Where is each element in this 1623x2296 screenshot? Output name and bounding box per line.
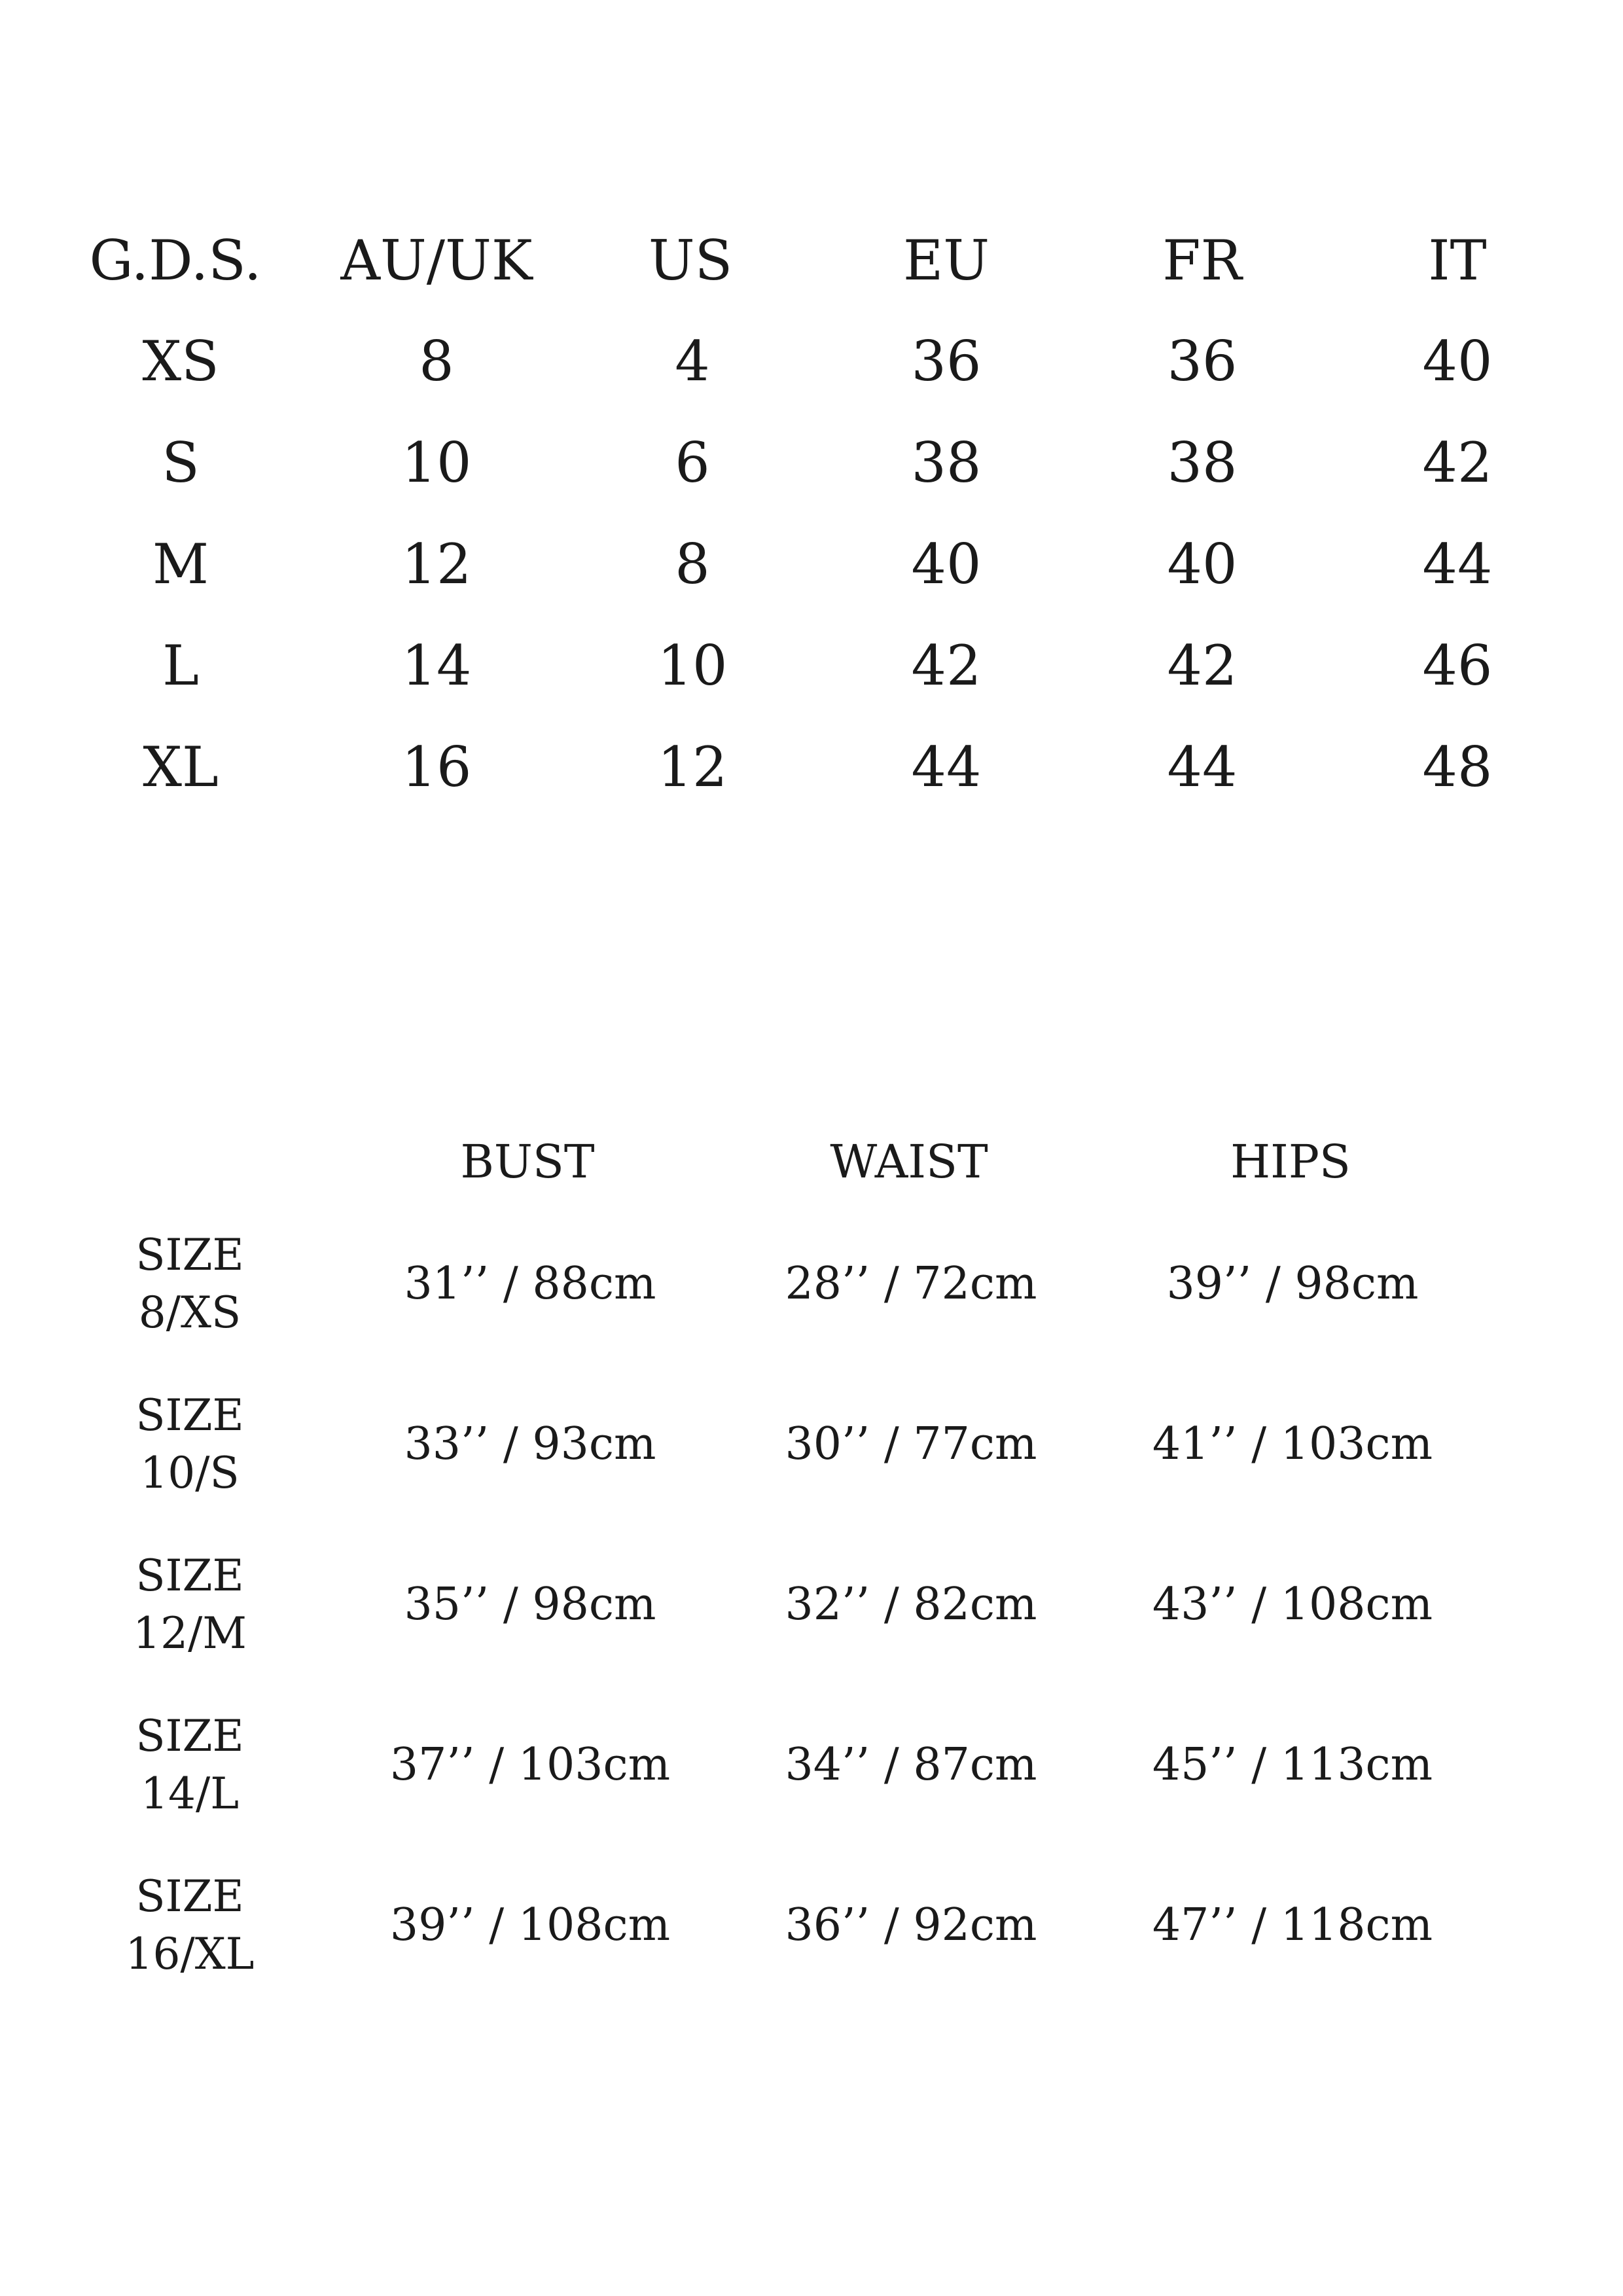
table-cell: 42 bbox=[911, 634, 982, 698]
table-cell: 12 bbox=[401, 532, 472, 596]
table-cell: L bbox=[162, 634, 199, 698]
waist-value: 36’’ / 92cm bbox=[785, 1899, 1037, 1951]
hips-value: 47’’ / 118cm bbox=[1152, 1899, 1433, 1951]
waist-value: 32’’ / 82cm bbox=[785, 1579, 1037, 1630]
table-cell: 44 bbox=[911, 735, 982, 799]
hips-value: 39’’ / 98cm bbox=[1166, 1258, 1419, 1310]
header-fr: FR bbox=[1162, 228, 1242, 293]
table-cell: 38 bbox=[1167, 431, 1238, 495]
hips-value: 45’’ / 113cm bbox=[1152, 1739, 1433, 1791]
waist-value: 30’’ / 77cm bbox=[785, 1418, 1037, 1470]
header-eu: EU bbox=[902, 228, 990, 293]
table-cell: XL bbox=[143, 735, 219, 799]
header-waist: WAIST bbox=[830, 1135, 988, 1189]
header-bust: BUST bbox=[460, 1135, 595, 1189]
table-cell: 16 bbox=[401, 735, 472, 799]
hips-value: 41’’ / 103cm bbox=[1152, 1418, 1433, 1470]
size-label: SIZE 16/XL bbox=[125, 1871, 255, 1979]
size-label: SIZE 12/M bbox=[133, 1551, 247, 1659]
table-cell: M bbox=[152, 532, 209, 596]
table-cell: 40 bbox=[911, 532, 982, 596]
size-label: SIZE 14/L bbox=[135, 1711, 244, 1819]
table-cell: S bbox=[162, 431, 200, 495]
waist-value: 28’’ / 72cm bbox=[785, 1258, 1037, 1310]
table-cell: XS bbox=[142, 329, 219, 393]
table-cell: 40 bbox=[1422, 329, 1493, 393]
table-cell: 36 bbox=[911, 329, 982, 393]
waist-value: 34’’ / 87cm bbox=[785, 1739, 1037, 1791]
table-cell: 8 bbox=[675, 532, 710, 596]
table-cell: 42 bbox=[1422, 431, 1493, 495]
table-cell: 46 bbox=[1422, 634, 1493, 698]
header-hips: HIPS bbox=[1230, 1135, 1351, 1189]
hips-value: 43’’ / 108cm bbox=[1152, 1579, 1433, 1630]
table-cell: 12 bbox=[657, 735, 728, 799]
size-label: SIZE 10/S bbox=[135, 1390, 244, 1498]
table-cell: 14 bbox=[401, 634, 472, 698]
table-cell: 44 bbox=[1167, 735, 1238, 799]
table-cell: 48 bbox=[1422, 735, 1493, 799]
table-cell: 4 bbox=[675, 329, 710, 393]
bust-value: 39’’ / 108cm bbox=[389, 1899, 671, 1951]
header-us: US bbox=[648, 228, 733, 293]
table-cell: 10 bbox=[401, 431, 472, 495]
bust-value: 33’’ / 93cm bbox=[404, 1418, 656, 1470]
table-cell: 40 bbox=[1167, 532, 1238, 596]
table-cell: 38 bbox=[911, 431, 982, 495]
table-cell: 8 bbox=[419, 329, 454, 393]
bust-value: 35’’ / 98cm bbox=[404, 1579, 656, 1630]
bust-value: 37’’ / 103cm bbox=[389, 1739, 671, 1791]
table-cell: 6 bbox=[675, 431, 710, 495]
table-cell: 36 bbox=[1167, 329, 1238, 393]
header-au-uk: AU/UK bbox=[340, 228, 533, 293]
bust-value: 31’’ / 88cm bbox=[404, 1258, 656, 1310]
size-label: SIZE 8/XS bbox=[135, 1230, 244, 1338]
table-cell: 44 bbox=[1422, 532, 1493, 596]
header-gds: G.D.S. bbox=[89, 228, 262, 293]
header-it: IT bbox=[1428, 228, 1487, 293]
table-cell: 42 bbox=[1167, 634, 1238, 698]
table-cell: 10 bbox=[657, 634, 728, 698]
